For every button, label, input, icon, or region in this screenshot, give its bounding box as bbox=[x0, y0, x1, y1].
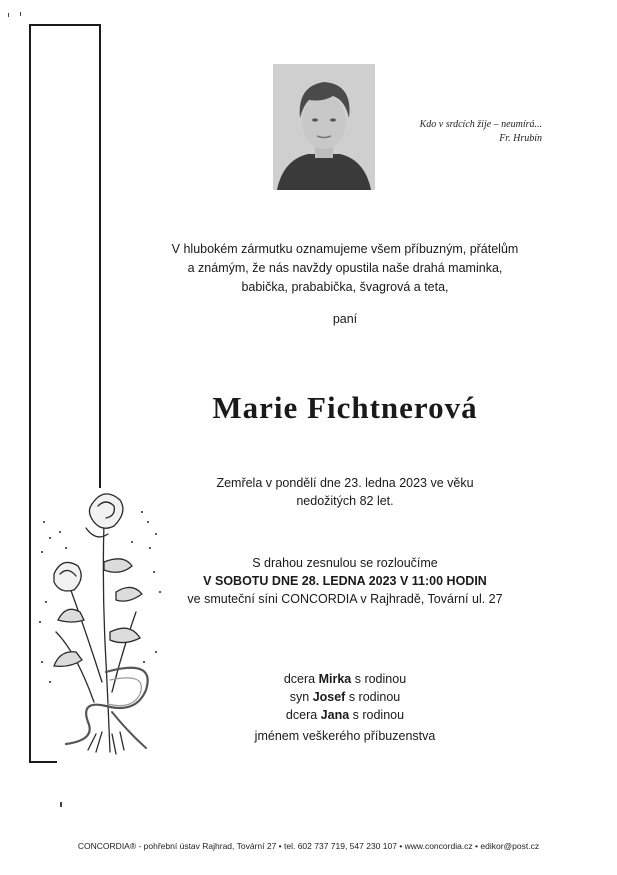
frame-left-line bbox=[29, 24, 31, 762]
speck bbox=[60, 802, 62, 807]
death-info-line: nedožitých 82 let. bbox=[296, 494, 394, 508]
family-name: Jana bbox=[320, 708, 350, 722]
announcement-line: babička, prababička, švagrová a teta, bbox=[241, 280, 449, 294]
deceased-name: Marie Fichtnerová bbox=[212, 390, 478, 425]
frame-top-line bbox=[29, 24, 101, 26]
funeral-intro: S drahou zesnulou se rozloučíme bbox=[252, 556, 438, 570]
death-info-line: Zemřela v pondělí dne 23. ledna 2023 ve věku bbox=[216, 476, 474, 490]
funeral-location: ve smuteční síni CONCORDIA v Rajhradě, Tovární ul. 27 bbox=[187, 592, 503, 606]
announcement-line: V hlubokém zármutku oznamujeme všem příbuzným, přátelům bbox=[171, 242, 519, 256]
family-name: Mirka bbox=[318, 672, 352, 686]
family-relation: dcera bbox=[283, 672, 319, 686]
family-member bbox=[100, 688, 590, 706]
family-suffix: s rodinou bbox=[345, 690, 401, 704]
family-relation: dcera bbox=[285, 708, 321, 722]
speck bbox=[8, 13, 9, 17]
funeral-home-footer: CONCORDIA® - pohřební ústav Rajhrad, Tovární 27 • tel. 602 737 719, 547 230 107 • www.concordia.cz • edikor@post.cz bbox=[77, 841, 540, 851]
family-member bbox=[100, 670, 590, 688]
announcement-text bbox=[100, 240, 590, 297]
quote-text: Kdo v srdcích žije – neumírá... bbox=[419, 119, 542, 130]
announcement-line: a známým, že nás navždy opustila naše drahá maminka, bbox=[187, 261, 503, 275]
speck bbox=[20, 12, 21, 16]
rose-flower-ribbon-illustration bbox=[36, 482, 166, 777]
family-suffix: s rodinou bbox=[349, 708, 405, 722]
death-info bbox=[100, 474, 590, 510]
funeral-date-time: V SOBOTU DNE 28. LEDNA 2023 V 11:00 HODIN bbox=[203, 574, 487, 588]
family-relation: syn bbox=[289, 690, 313, 704]
funeral-info bbox=[100, 554, 590, 608]
behalf-of-relatives: jménem veškerého příbuzenstva bbox=[254, 729, 436, 743]
family-member bbox=[100, 706, 590, 724]
memorial-quote bbox=[342, 118, 542, 146]
family-list bbox=[100, 670, 590, 724]
family-suffix: s rodinou bbox=[351, 672, 407, 686]
quote-author: Fr. Hrubín bbox=[499, 133, 542, 144]
flower-drawing bbox=[36, 482, 166, 772]
family-name: Josef bbox=[312, 690, 346, 704]
salutation: paní bbox=[332, 312, 358, 326]
